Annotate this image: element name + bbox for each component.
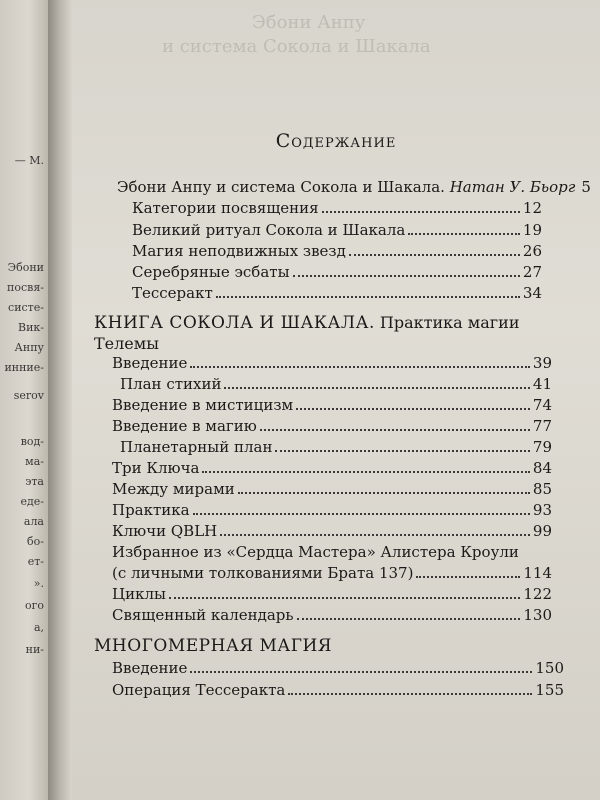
- toc-entry: [132, 223, 542, 238]
- toc-entry-title: Магия неподвижных звезд: [132, 242, 346, 260]
- leader-dots: [288, 693, 532, 695]
- toc-entry-title: Священный календарь: [112, 606, 294, 624]
- toc-entry: [112, 683, 564, 698]
- toc-entry: [112, 524, 552, 539]
- leader-dots: [202, 471, 529, 473]
- toc-entry-page: 19: [522, 221, 542, 239]
- left-page: [0, 0, 48, 800]
- left-fragment: Вик-: [17, 321, 44, 334]
- toc-entry-page: 99: [532, 522, 552, 540]
- leader-dots: [224, 387, 529, 389]
- toc-heading: Содержание: [275, 130, 397, 152]
- leader-dots: [238, 492, 530, 494]
- toc-entry-page: 155: [535, 681, 564, 699]
- toc-entry: [132, 265, 542, 280]
- toc-entry: [112, 356, 552, 371]
- left-fragment: эта: [25, 475, 44, 488]
- toc-entry: [112, 587, 552, 602]
- toc-entry-title: Планетарный план: [120, 438, 273, 456]
- leader-dots: [293, 275, 520, 277]
- left-fragment: инние-: [4, 361, 44, 374]
- toc-entry-page: 77: [532, 417, 552, 435]
- section-title: МНОГОМЕРНАЯ МАГИЯ: [94, 636, 333, 656]
- toc-entry-page: 26: [522, 242, 542, 260]
- toc-entry: [112, 503, 552, 518]
- toc-entry-title: План стихий: [120, 375, 222, 393]
- left-fragment: Анпу: [14, 341, 44, 354]
- bleed-through-text: и система Сокола и Шакала: [162, 36, 431, 57]
- toc-entry: [132, 201, 542, 216]
- toc-entry-title: Тессеракт: [132, 284, 213, 302]
- left-fragment: ого: [24, 599, 44, 612]
- left-fragment: систе-: [8, 301, 44, 314]
- toc-entry-title: Введение в магию: [112, 417, 257, 435]
- left-fragment: ма-: [25, 455, 44, 468]
- toc-entry: [112, 419, 552, 434]
- toc-entry-page: 74: [532, 396, 552, 414]
- toc-entry-page: 41: [532, 375, 552, 393]
- left-fragment: ала: [23, 515, 44, 528]
- book-gutter: [48, 0, 72, 800]
- toc-entry: [112, 398, 552, 413]
- left-fragment: бо-: [27, 535, 44, 548]
- toc-entry-page: 122: [523, 585, 552, 603]
- leader-dots: [193, 513, 530, 515]
- toc-entry-page: 27: [522, 263, 542, 281]
- left-fragment: ет-: [27, 555, 44, 568]
- toc-entry: [120, 440, 552, 455]
- toc-entry-title: Введение в мистицизм: [112, 396, 294, 414]
- toc-entry: [132, 286, 542, 301]
- toc-entry: [120, 377, 552, 392]
- leader-dots: [190, 671, 532, 673]
- toc-entry-page: 34: [522, 284, 542, 302]
- toc-entry: [117, 178, 591, 196]
- toc-entry-page: 150: [535, 659, 564, 677]
- toc-entry-page: 130: [523, 606, 552, 624]
- left-fragment: ».: [33, 577, 44, 590]
- leader-dots: [322, 211, 520, 213]
- toc-entry: [112, 566, 552, 581]
- leader-dots: [260, 429, 530, 431]
- leader-dots: [220, 534, 530, 536]
- left-fragment: Эбони: [7, 261, 44, 274]
- left-fragment: посвя-: [7, 281, 44, 294]
- left-fragment: еде-: [20, 495, 44, 508]
- toc-entry-title: Между мирами: [112, 480, 235, 498]
- leader-dots: [297, 618, 521, 620]
- left-fragment: а,: [33, 621, 44, 634]
- leader-dots: [275, 450, 529, 452]
- left-fragment: — М.: [14, 154, 44, 167]
- toc-entry-title-line1: Избранное из «Сердца Мастера» Алистера Кроули: [112, 543, 519, 561]
- left-fragment: вод-: [20, 435, 44, 448]
- leader-dots: [216, 296, 520, 298]
- toc-entry-title: Великий ритуал Сокола и Шакала: [132, 221, 406, 239]
- toc-entry-title: Введение: [112, 659, 188, 677]
- leader-dots: [296, 408, 530, 410]
- toc-entry-page: 39: [532, 354, 552, 372]
- leader-dots: [349, 254, 520, 256]
- right-page: [72, 0, 600, 800]
- toc-entry: [112, 608, 552, 623]
- toc-entry: [112, 661, 564, 676]
- toc-entry-title: Категории посвящения: [132, 199, 319, 217]
- toc-entry-title: Три Ключа: [112, 459, 200, 477]
- left-fragment: ни-: [25, 643, 44, 656]
- leader-dots: [416, 576, 520, 578]
- toc-entry-title: Введение: [112, 354, 188, 372]
- section-title-line2: Телемы: [94, 334, 159, 353]
- toc-entry-title: Ключи QBLH: [112, 522, 218, 540]
- toc-entry-page: 114: [523, 564, 552, 582]
- toc-entry-page: 79: [532, 438, 552, 456]
- section-title: КНИГА СОКОЛА И ШАКАЛА. Практика магии: [94, 313, 520, 333]
- toc-entry-title: Операция Тессеракта: [112, 681, 286, 699]
- toc-entry-title: Циклы: [112, 585, 166, 603]
- left-fragment: serov: [13, 389, 44, 402]
- toc-entry: [112, 461, 552, 476]
- bleed-through-text: Эбони Анпу: [252, 12, 366, 33]
- toc-entry: [112, 482, 552, 497]
- toc-entry: [132, 244, 542, 259]
- leader-dots: [190, 366, 530, 368]
- toc-entry-title: Серебряные эсбаты: [132, 263, 290, 281]
- toc-entry-title: (с личными толкованиями Брата 137): [112, 564, 414, 582]
- toc-entry-title: Практика: [112, 501, 190, 519]
- toc-entry-page: 85: [532, 480, 552, 498]
- toc-entry-page: 93: [532, 501, 552, 519]
- toc-entry-author: Натан У. Бьорг: [449, 178, 576, 196]
- leader-dots: [408, 233, 520, 235]
- toc-entry-page: 5: [581, 178, 591, 196]
- toc-entry-title: Эбони Анпу и система Сокола и Шакала. Натан У. Бьорг: [117, 178, 576, 196]
- toc-entry-page: 84: [532, 459, 552, 477]
- leader-dots: [169, 597, 520, 599]
- toc-entry-page: 12: [522, 199, 542, 217]
